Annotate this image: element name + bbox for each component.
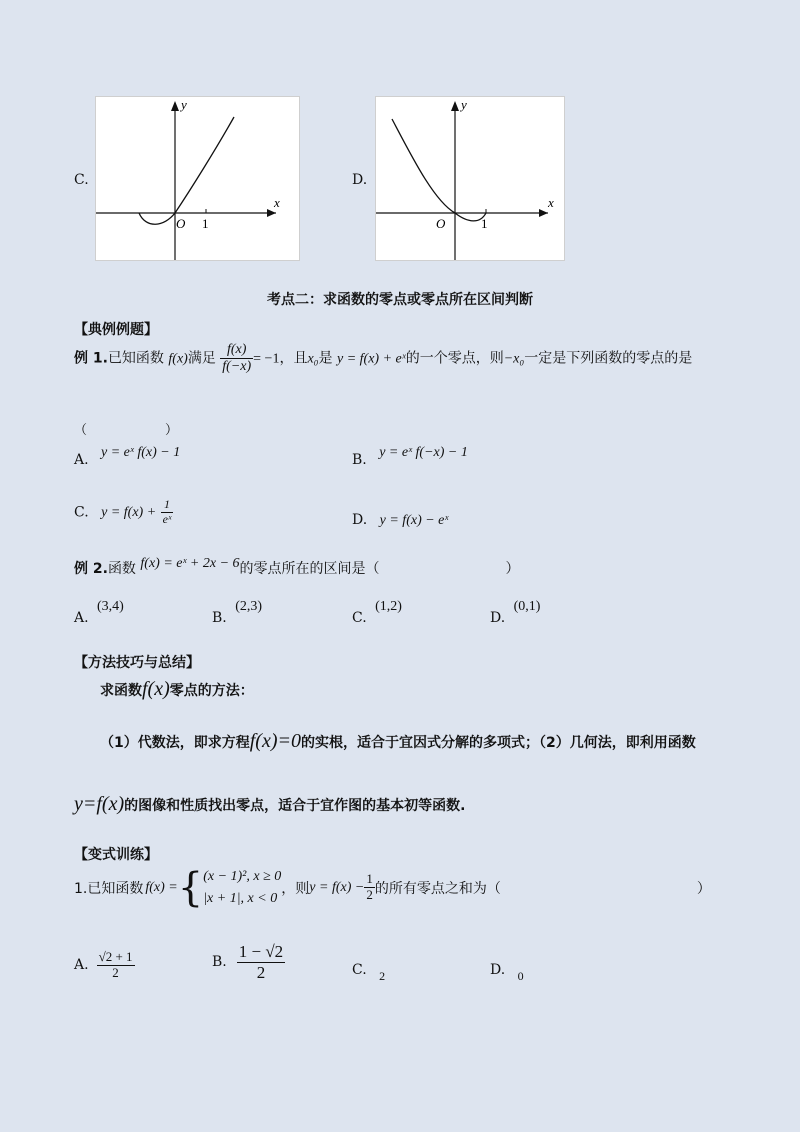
option-fraction (161, 498, 174, 527)
fraction-denominator: 2 (256, 962, 266, 982)
piecewise-case: |x + 1|, x < 0 (203, 890, 278, 906)
example1-fx: f(x) (168, 351, 188, 367)
fraction-numerator: 1 − √2 (238, 942, 284, 961)
option-expression: (3,4) (97, 599, 124, 614)
option-d-graph (375, 96, 565, 261)
example1-text: 是 (318, 350, 333, 367)
option-expression: y = eˣ f(x) − 1 (101, 445, 181, 460)
method-line-1 (100, 678, 254, 701)
method-text: 零点的方法： (169, 683, 254, 699)
option-c-graph (95, 96, 300, 261)
option-expression: y = f(x) + (101, 505, 157, 521)
example2-option-a (74, 599, 124, 627)
method-text: 的图像和性质找出零点，适合于宜作图的基本初等函数. (124, 798, 466, 814)
example2-text: 函数 (107, 561, 136, 577)
y-axis-arrow-icon (171, 101, 179, 111)
tick-label: 1 (202, 216, 209, 231)
example1-fraction (220, 342, 253, 375)
example1-text: ，且 (279, 350, 308, 367)
method-line-3 (74, 793, 465, 816)
option-expression: (0,1) (513, 599, 541, 614)
method-equation: f(x)=0 (249, 730, 301, 752)
practice-option-c (352, 962, 386, 983)
method-fx: f(x) (142, 678, 170, 700)
example2-option-d (490, 599, 541, 627)
example1-negx0: −x₀ (503, 351, 525, 367)
fraction-denominator: 2 (366, 887, 373, 903)
example1-text: 已知函数 (107, 350, 164, 367)
example2-option-c (352, 599, 402, 627)
x-axis-arrow-icon (539, 209, 548, 217)
y-axis-label: y (461, 97, 467, 112)
fraction-denominator: 2 (112, 964, 119, 980)
example2-label: 例 2. (74, 561, 108, 577)
option-letter: D. (490, 962, 506, 978)
piecewise-brace-icon: { (177, 864, 204, 911)
option-letter: B. (212, 954, 227, 971)
practice-fx: f(x) = (145, 879, 178, 895)
example1-x0: x₀ (307, 351, 319, 367)
method-text: 求函数 (100, 683, 142, 699)
practice-text: 的所有零点之和为（ ） (374, 880, 711, 897)
option-letter: D. (490, 610, 506, 626)
x-axis-label: x (548, 195, 554, 210)
fraction-denominator: f(−x) (222, 359, 252, 375)
option-letter: A. (74, 957, 89, 974)
example1-text: 满足 (187, 350, 216, 367)
method-text: 的实根，适合于宜因式分解的多项式；（2）几何法，即利用函数 (301, 735, 696, 751)
x-axis-label: x (274, 195, 280, 210)
example1-text: 一定是下列函数的零点的是 (524, 350, 693, 367)
practice-text: ，则 (281, 880, 310, 897)
option-letter: A. (74, 452, 89, 468)
practice-option-b (212, 942, 285, 982)
option-expression: (2,3) (235, 599, 263, 614)
example1-answer-paren: （ ） (74, 423, 179, 438)
piecewise-case: (x − 1)², x ≥ 0 (203, 869, 282, 884)
option-letter: C. (74, 504, 89, 521)
practice-option-a (74, 950, 135, 981)
practice-heading: 【变式训练】 (74, 847, 158, 863)
example1-option-d (352, 512, 448, 529)
example2-equation: f(x) = eˣ + 2x − 6 (140, 556, 240, 571)
example1-question (74, 342, 774, 375)
option-letter: C. (352, 962, 367, 978)
example1-label: 例 1. (74, 350, 108, 367)
fraction-numerator: √2 + 1 (98, 949, 133, 964)
practice-question (74, 866, 711, 909)
origin-label: O (176, 216, 186, 231)
option-expression: 0 (517, 969, 524, 983)
function-curve (139, 117, 234, 224)
option-letter: B. (212, 610, 227, 626)
example2-option-b (212, 599, 263, 627)
fraction-numerator: f(x) (220, 342, 253, 359)
option-fraction (237, 942, 285, 982)
example1-rhs: = −1 (253, 351, 280, 367)
example1-equation: y = f(x) + eˣ (337, 351, 406, 367)
practice-equation: y = f(x) − (309, 879, 365, 895)
practice-fraction (364, 872, 375, 903)
fraction-numerator: 1 (161, 498, 174, 513)
option-letter: D. (352, 512, 368, 528)
option-fraction (97, 950, 135, 981)
fraction-denominator: eˣ (162, 511, 172, 526)
example2-question (74, 558, 520, 578)
method-line-2 (100, 730, 696, 753)
piecewise-cases (203, 866, 281, 909)
option-letter: B. (352, 452, 367, 468)
origin-label: O (436, 216, 446, 231)
option-d-letter: D. (352, 172, 368, 188)
practice-text: 1.已知函数 (74, 880, 144, 897)
method-text: （1）代数法，即求方程 (100, 735, 250, 751)
example2-text: 的零点所在的区间是（ ） (239, 561, 520, 577)
method-equation: y=f(x) (74, 793, 125, 815)
option-expression: 2 (379, 969, 386, 983)
example1-option-b (352, 445, 468, 469)
option-expression: y = eˣ f(−x) − 1 (379, 445, 468, 460)
option-c-graph-svg (96, 97, 299, 260)
option-expression: (1,2) (375, 599, 402, 614)
section-title: 考点二：求函数的零点或零点所在区间判断 (267, 292, 533, 308)
fraction-numerator: 1 (366, 871, 373, 887)
example1-option-c (74, 498, 173, 527)
x-axis-arrow-icon (267, 209, 276, 217)
example1-text: 的一个零点，则 (405, 350, 504, 367)
method-heading: 【方法技巧与总结】 (74, 655, 200, 671)
option-c-letter: C. (74, 172, 89, 188)
example-heading: 【典例例题】 (74, 322, 158, 338)
tick-label: 1 (481, 216, 488, 231)
option-expression: y = f(x) − eˣ (379, 513, 449, 528)
option-letter: A. (74, 610, 89, 626)
function-curve (392, 119, 486, 221)
y-axis-label: y (181, 97, 187, 112)
example1-option-a (74, 445, 181, 469)
practice-option-d (490, 962, 524, 983)
option-letter: C. (352, 610, 367, 626)
y-axis-arrow-icon (451, 101, 459, 111)
option-d-graph-svg (376, 97, 564, 260)
